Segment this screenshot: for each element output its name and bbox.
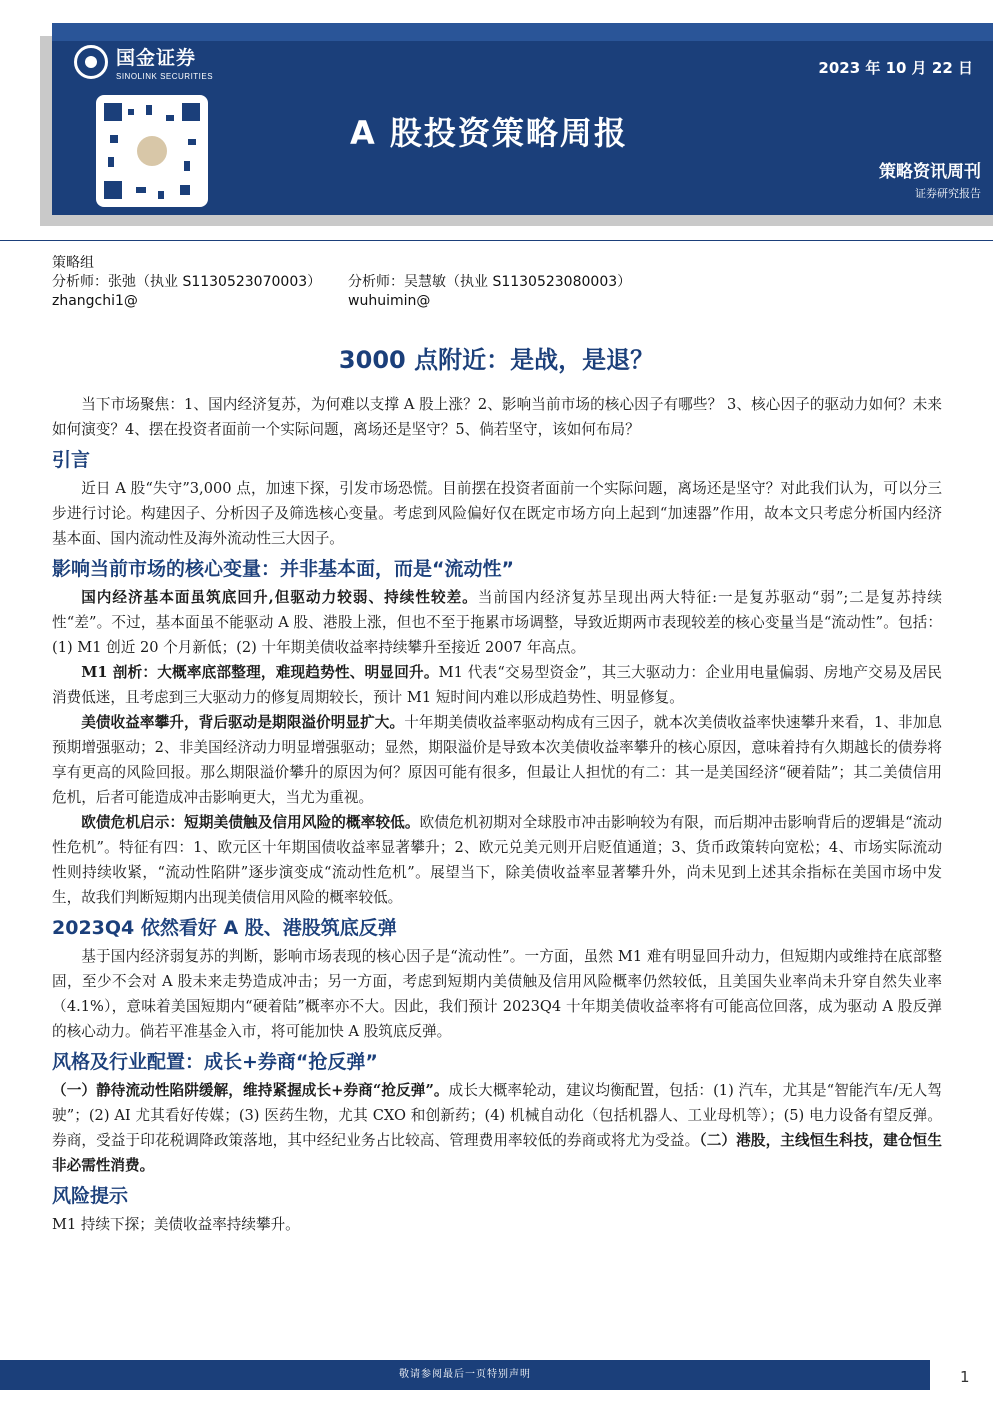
analyst-1-email[interactable]: zhangchi1@ bbox=[52, 293, 138, 309]
paragraph bbox=[52, 1078, 942, 1178]
brand-en: SINOLINK SECURITIES bbox=[116, 72, 214, 81]
paragraph: 近日 A 股“失守”3,000 点，加速下探，引发市场恐慌。目前摆在投资者面前一个实际问题，离场还是坚守？对此我们认为，可以分三步进行讨论。构建因子、分析因子及筛选核心变量。考虑到风险偏好仅在既定市场方向上起到“加速器”作用，故本文只考虑分析国内经济基本面、国内流动性及海外流动性三大因子。 bbox=[52, 480, 942, 547]
analyst-block-2 bbox=[348, 273, 631, 311]
logo-icon bbox=[74, 45, 108, 79]
report-type: 策略资讯周刊 bbox=[879, 162, 981, 182]
paragraph-text: 十年期美债收益率驱动构成有三因子，就本次美债收益率快速攀升来看，1、非加息预期增强驱动；2、非美国经济动力明显增强驱动；显然，期限溢价是导致本次美债收益率攀升的核心原因，意味着持有久期越长的债券将享有更高的风险回报。那么期限溢价攀升的原因为何？原因可能有很多，但最让人担忧的有二：其一是美国经济“硬着陆”；其二美债信用危机，后者可能造成冲击影响更大，当尤为重视。 bbox=[52, 714, 942, 806]
report-subtype: 证券研究报告 bbox=[915, 187, 981, 200]
analyst-group: 策略组 bbox=[52, 255, 94, 271]
paragraph bbox=[52, 660, 942, 710]
brand-cn: 国金证券 bbox=[116, 47, 197, 69]
analyst-block bbox=[52, 254, 321, 311]
section-heading-core-variable: 影响当前市场的核心变量：并非基本面，而是“流动性” bbox=[52, 558, 514, 580]
banner-stripe bbox=[52, 23, 993, 41]
qr-center-logo bbox=[134, 133, 170, 169]
header-banner bbox=[52, 23, 993, 215]
section-heading-risk: 风险提示 bbox=[52, 1185, 129, 1207]
section-heading-outlook: 2023Q4 依然看好 A 股、港股筑底反弹 bbox=[52, 917, 397, 939]
section-heading-intro: 引言 bbox=[52, 449, 91, 471]
paragraph-text: 当前国内经济复苏呈现出两大特征:一是复苏驱动“弱”;二是复苏持续性“差”。不过，基本面虽不能驱动 A 股、港股上涨，但也不至于拖累市场调整，导致近期两市表现较差的核心变量当是“流动性”。包括：(1) M1 创近 20 个月新低；(2) 十年期美债收益率持续攀升至接近 2007 年高点。 bbox=[52, 589, 942, 656]
paragraph-lead: 国内经济基本面虽筑底回升,但驱动力较弱、持续性较差。 bbox=[81, 589, 478, 606]
paragraph bbox=[52, 710, 942, 810]
footer-notice: 敬请参阅最后一页特别声明 bbox=[0, 1360, 930, 1390]
paragraph-lead: 美债收益率攀升，背后驱动是期限溢价明显扩大。 bbox=[81, 714, 405, 731]
intro-paragraph: 当下市场聚焦：1、国内经济复苏，为何难以支撑 A 股上涨？2、影响当前市场的核心因子有哪些？ 3、核心因子的驱动力如何？未来如何演变？4、摆在投资者面前一个实际问题，离场还是坚守？5、倘若坚守，该如何布局？ bbox=[52, 396, 942, 438]
paragraph-lead: M1 剖析：大概率底部整理，难现趋势性、明显回升。 bbox=[81, 664, 439, 681]
page-footer bbox=[0, 1360, 993, 1404]
report-title: A 股投资策略周报 bbox=[350, 114, 628, 152]
paragraph-lead: （一）静待流动性陷阱缓解，维持紧握成长+券商“抢反弹”。 bbox=[52, 1082, 449, 1099]
paragraph-text: 成长大概率轮动，建议均衡配置，包括：(1) 汽车，尤其是“智能汽车/无人驾驶”；(2) AI 尤其看好传媒；(3) 医药生物，尤其 CXO 和创新药；(4) 机械自动化（包括机器人、工业母机等）；(5) 电力设备有望反弹。券商，受益于印花税调降政策落地，其中经纪业务占比较高、管理费用率较低的券商或将尤为受益。 bbox=[52, 1082, 942, 1149]
paragraph-text: 欧债危机初期对全球股市冲击影响较为有限，而后期冲击影响背后的逻辑是“流动性危机”。特征有四：1、欧元区十年期国债收益率显著攀升；2、欧元兑美元则开启贬值通道；3、货币政策转向宽松；4、市场实际流动性则持续收紧，“流动性陷阱”逐步演变成“流动性危机”。展望当下，除美债收益率显著攀升外，尚未见到上述其余指标在美国市场中发生，故我们判断短期内出现美债信用风险的概率较低。 bbox=[52, 814, 942, 906]
report-date: 2023 年 10 月 22 日 bbox=[818, 59, 973, 77]
qr-code-icon bbox=[96, 95, 208, 207]
paragraph: 基于国内经济弱复苏的判断，影响市场表现的核心因子是“流动性”。一方面，虽然 M1 难有明显回升动力，但短期内或维持在底部整固，至少不会对 A 股未来走势造成冲击；另一方面，考虑到短期内美债触及信用风险概率仍然较低，且美国失业率尚未升穿自然失业率（4.1%），意味着美国短期内“硬着陆”概率亦不大。因此，我们预计 2023Q4 十年期美债收益率将有可能高位回落，成为驱动 A 股反弹的核心动力。倘若平准基金入市，将可能加快 A 股筑底反弹。 bbox=[52, 948, 942, 1040]
analyst-1: 分析师：张弛（执业 S1130523070003） bbox=[52, 274, 322, 290]
paragraph-lead: 欧债危机启示：短期美债触及信用风险的概率较低。 bbox=[81, 814, 420, 831]
analyst-2-email[interactable]: wuhuimin@ bbox=[348, 293, 431, 309]
analyst-2: 分析师：吴慧敏（执业 S1130523080003） bbox=[348, 274, 632, 290]
header-divider bbox=[0, 240, 993, 241]
page-number: 1 bbox=[960, 1368, 970, 1386]
paragraph-lead-2: （二）港股，主线恒生科技，建仓恒生非必需性消费。 bbox=[52, 1132, 942, 1174]
paragraph bbox=[52, 810, 942, 910]
section-heading-allocation: 风格及行业配置：成长+券商“抢反弹” bbox=[52, 1051, 378, 1073]
paragraph bbox=[52, 585, 942, 660]
paragraph: M1 持续下探；美债收益率持续攀升。 bbox=[52, 1216, 300, 1233]
article-title: 3000 点附近：是战，是退？ bbox=[338, 346, 655, 374]
article-body bbox=[52, 392, 942, 1237]
brand-logo bbox=[74, 43, 213, 81]
paragraph-text: M1 代表“交易型资金”，其三大驱动力：企业用电量偏弱、房地产交易及居民消费低迷，且考虑到三大驱动力的修复周期较长，预计 M1 短时间内难以形成趋势性、明显修复。 bbox=[52, 664, 942, 706]
